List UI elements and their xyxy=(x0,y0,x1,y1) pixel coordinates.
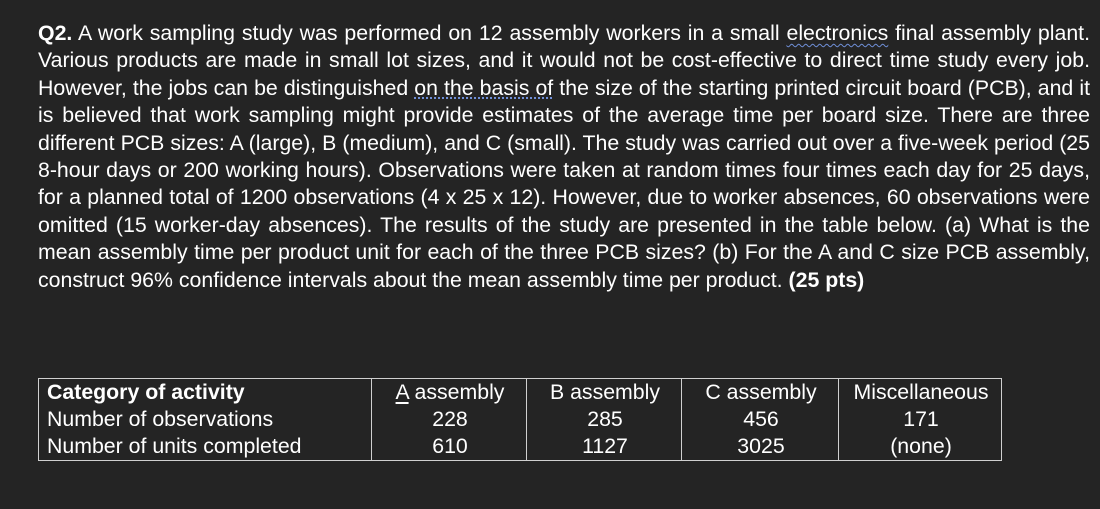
cell-b: 285 xyxy=(527,406,682,433)
cell-misc: (none) xyxy=(839,433,1002,461)
spelling-flagged-word[interactable]: electronics xyxy=(786,21,889,45)
question-text xyxy=(38,20,1090,294)
header-miscellaneous: Miscellaneous xyxy=(839,379,1002,407)
header-a-rest: assembly xyxy=(408,380,505,404)
cell-b: 1127 xyxy=(527,433,682,461)
results-table xyxy=(38,378,1002,461)
question-points: (25 pts) xyxy=(788,267,865,292)
cell-a: 228 xyxy=(372,406,527,433)
header-a-prefix: A xyxy=(395,380,409,404)
table-row xyxy=(39,433,1002,461)
question-body-part-1: A work sampling study was performed on 12 assembly workers in a small xyxy=(72,21,787,45)
row-label: Number of observations xyxy=(39,406,372,433)
header-category: Category of activity xyxy=(39,379,372,407)
header-b-assembly: B assembly xyxy=(527,379,682,407)
table-header-row xyxy=(39,379,1002,407)
grammar-flagged-phrase[interactable]: on the basis of xyxy=(414,75,554,100)
cell-c: 3025 xyxy=(682,433,839,461)
cell-a: 610 xyxy=(372,433,527,461)
cell-misc: 171 xyxy=(839,406,1002,433)
row-label: Number of units completed xyxy=(39,433,372,461)
header-a-assembly xyxy=(372,379,527,407)
question-body-part-3: the size of the starting printed circuit board (PCB), and it is believed that work sampling might provide estimates of the average time per board size. There are three different PCB sizes: A (large), B (medium), and C (small). The study was carried out over a five-week period (25 8-hour days or 200 working hours). Observations were taken at random times four times each day for 25 days, for a planned total of 1200 observations (4 x 25 x 12). However, due to worker absences, 60 observations were omitted (15 worker-day absences). The results of the study are presented in the table below. (a) What is the mean assembly time per product unit for each of the three PCB sizes? (b) For the A and C size PCB assembly, construct 96% confidence intervals about the mean assembly time per product. xyxy=(38,75,1090,292)
header-c-assembly: C assembly xyxy=(682,379,839,407)
question-number: Q2. xyxy=(38,21,73,45)
question-body-part-2: final assembly plant. Various products are made in small lot sizes, and it would not be cost-effective to direct time study every job. However, the jobs can be distinguished xyxy=(38,21,1091,100)
cell-c: 456 xyxy=(682,406,839,433)
table-row xyxy=(39,406,1002,433)
